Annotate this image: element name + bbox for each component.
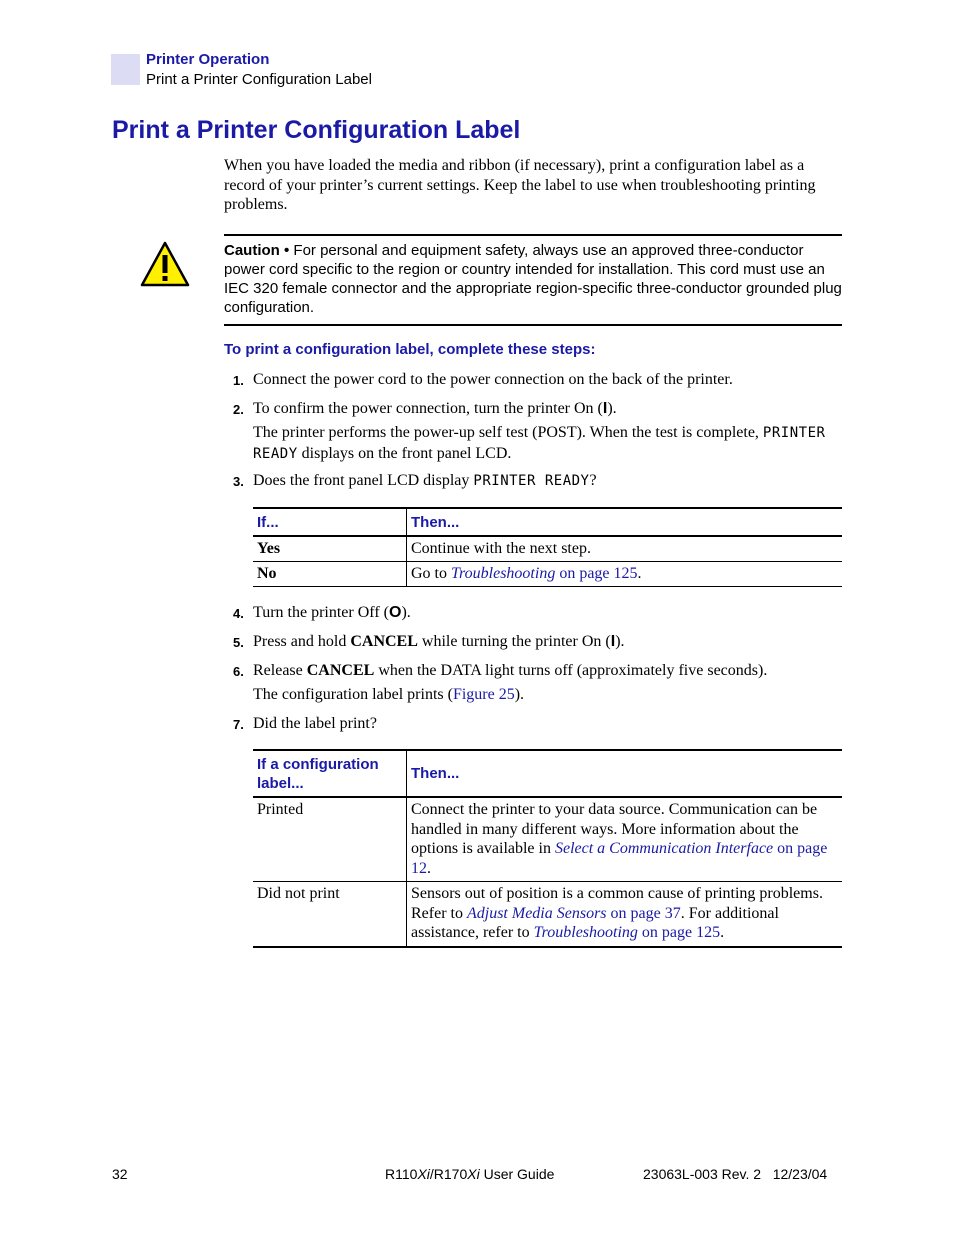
power-on-symbol: I [610, 633, 616, 650]
table-header: If a configuration label... [253, 750, 407, 797]
caution-text [224, 241, 842, 317]
caution-label: Caution • [224, 242, 290, 259]
footer-guide-title: R110Xi/R170Xi User Guide [385, 1166, 555, 1182]
step-6-detail: The configuration label prints (Figure 25). [253, 686, 525, 703]
link-select-communication-interface[interactable]: Select a Communication Interface on page 12 [411, 840, 828, 877]
intro-paragraph: When you have loaded the media and ribbon (if necessary), print a configuration label as a record of your printer’s current settings. Keep the label to use when troubleshooting printing problems. [224, 157, 816, 213]
step-number: 7. [233, 717, 244, 732]
step-text: Release CANCEL when the DATA light turns off (approximately five seconds). [253, 662, 768, 679]
footer-doc-number: 23063L-003 Rev. 2 12/23/04 [643, 1166, 828, 1182]
table-header: Then... [411, 513, 460, 531]
table-row: Yes Continue with the next step. [253, 536, 842, 561]
step-text: Press and hold CANCEL while turning the printer On (I). [253, 633, 625, 650]
step-text: To confirm the power connection, turn the printer On (I). [253, 400, 617, 417]
step-number: 6. [233, 664, 244, 679]
decision-table-printer-ready [253, 507, 842, 587]
caution-body: For personal and equipment safety, always use an approved three-conductor power cord specific to the region or country intended for installation. This cord must use an IEC 320 female connector and the appropriate region-specific three-conductor grounded plug configuration. [224, 242, 842, 316]
power-on-symbol: I [602, 400, 608, 417]
link-adjust-media-sensors[interactable]: Adjust Media Sensors on page 37 [466, 904, 681, 922]
table-row: No Go to Troubleshooting on page 125. [253, 561, 842, 586]
table-row: Did not print Sensors out of position is a common cause of printing problems. Refer to Adjust Media Sensors on page 37. For additional assistance, refer to Troubleshooting on page 125. [253, 882, 842, 947]
cancel-key-label: CANCEL [350, 633, 418, 650]
power-off-symbol: O [388, 604, 402, 621]
step-number: 3. [233, 474, 244, 489]
page-title: Print a Printer Configuration Label [112, 116, 521, 144]
steps-heading: To print a configuration label, complete these steps: [224, 341, 596, 358]
header-marker-box [111, 54, 140, 85]
link-troubleshooting[interactable]: Troubleshooting on page 125 [451, 564, 638, 582]
header-subsection: Print a Printer Configuration Label [146, 71, 372, 88]
lcd-message: PRINTER READY [253, 425, 826, 462]
warning-icon [140, 241, 190, 287]
step-number: 4. [233, 606, 244, 621]
step-text: Turn the printer Off (O). [253, 604, 411, 621]
step-text: Connect the power cord to the power connection on the back of the printer. [253, 371, 733, 388]
step-number: 2. [233, 402, 244, 417]
table-header: If... [253, 508, 407, 536]
step-number: 5. [233, 635, 244, 650]
caution-box [224, 234, 842, 326]
step-number: 1. [233, 373, 244, 388]
step-text: Did the label print? [253, 715, 377, 732]
table-row: Printed Connect the printer to your data source. Communication can be handled in many different ways. More information about the options is available in Select a Communication Interface on page 12. [253, 797, 842, 882]
header-section: Printer Operation [146, 51, 270, 68]
table-header: Then... [411, 765, 460, 782]
link-figure-25[interactable]: Figure 25 [452, 686, 515, 703]
lcd-message: PRINTER READY [473, 473, 590, 489]
footer-page-number: 32 [112, 1166, 128, 1182]
cancel-key-label: CANCEL [306, 662, 375, 679]
step-2-detail: The printer performs the power-up self test (POST). When the test is complete, PRINTER READY displays on the front panel LCD. [253, 424, 826, 462]
link-troubleshooting[interactable]: Troubleshooting on page 125 [533, 924, 721, 941]
step-text: Does the front panel LCD display PRINTER READY? [253, 472, 597, 489]
decision-table-label-printed [253, 749, 842, 948]
